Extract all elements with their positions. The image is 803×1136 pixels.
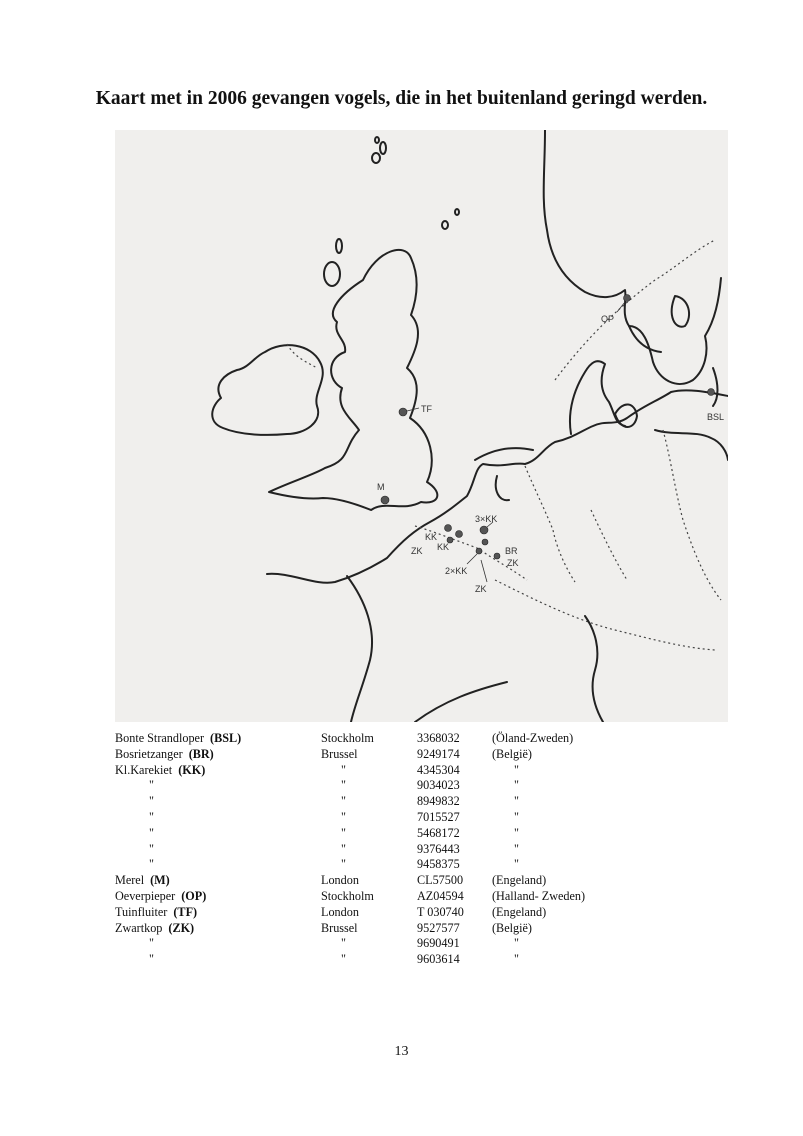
ring-number: 9690491 [417,936,460,951]
table-cell [115,778,321,794]
table-cell [492,873,634,889]
bird-code: (ZK) [168,920,195,935]
ring-number: T 030740 [417,904,464,919]
table-row [115,889,634,905]
ring-origin: (Halland- Zweden) [492,888,586,903]
table-cell [417,794,492,810]
map-label-tf: TF [421,404,432,414]
table-cell [321,731,417,747]
table-row [115,857,634,873]
site-lead [481,560,487,582]
bird-name: " [149,857,154,872]
table-cell [321,826,417,842]
border [525,466,575,582]
table-cell [417,778,492,794]
ring-centre: Stockholm [321,731,374,745]
oland [713,368,718,406]
table-row [115,921,634,937]
table-cell [417,889,492,905]
table-cell [115,763,321,779]
site-br [482,539,488,545]
bird-code: (BSL) [210,731,242,745]
ring-number: CL57500 [417,873,464,888]
ring-origin: (Engeland) [492,873,547,888]
ring-origin: " [514,809,519,824]
page-title: Kaart met in 2006 gevangen vogels, die in het buitenland geringd werden. [95,88,708,109]
ring-origin: " [514,841,519,856]
island [324,262,340,286]
bird-code: (OP) [181,888,207,903]
table-row [115,952,634,968]
island [372,153,380,163]
table-cell [321,889,417,905]
table-cell [492,763,634,779]
ring-origin: " [514,825,519,840]
site-kk [445,525,452,532]
bird-name: Tuinfluiter [115,904,168,919]
site-kk-3x [480,526,488,534]
table-cell [115,952,321,968]
ring-centre: " [341,936,346,951]
ring-number: 3368032 [417,731,460,745]
table-cell [115,747,321,763]
ring-centre: " [341,857,346,872]
ring-centre: " [341,762,346,777]
table-cell [492,842,634,858]
ijsselmeer [496,476,509,500]
bird-code: (TF) [173,904,198,919]
border [555,240,715,380]
table-cell [492,889,634,905]
table-cell [492,905,634,921]
table-cell [115,905,321,921]
ring-centre: " [341,825,346,840]
table-row [115,810,634,826]
table-cell [417,873,492,889]
ring-number: 9034023 [417,778,460,793]
ring-centre: Stockholm [321,888,374,903]
netherlands-islands [475,448,533,460]
site-lead [467,554,477,564]
lake-vanern [672,296,689,327]
ring-number: 9603614 [417,952,460,967]
map-label-kk-3x: 3×KK [475,514,498,524]
table-cell [115,842,321,858]
ring-centre: " [341,778,346,793]
map-label-br: BR [505,546,518,556]
site-kk [456,531,463,538]
ring-centre: " [341,794,346,809]
ring-centre: Brussel [321,746,358,761]
island [442,221,448,229]
site-zk-east [494,553,500,559]
site-tf [399,408,407,416]
ring-number: 9249174 [417,746,460,761]
map-drawing [115,130,728,722]
table-cell [492,936,634,952]
table-cell [417,763,492,779]
table-row [115,763,634,779]
table-cell [321,952,417,968]
site-bsl [708,389,715,396]
table-cell [417,842,492,858]
bird-name: Bosrietzanger [115,746,183,761]
table-cell [321,857,417,873]
bird-name: " [149,825,154,840]
ring-origin: " [514,794,519,809]
ring-origin: " [514,778,519,793]
table-row [115,747,634,763]
table-row [115,826,634,842]
table-cell [417,731,492,747]
biscay-coast [347,576,372,722]
sweden-coast [629,278,721,384]
table-cell [417,747,492,763]
table-cell [417,921,492,937]
table-cell [321,873,417,889]
map-label-zk-south: ZK [475,584,487,594]
southern-line [415,682,507,722]
table-row [115,905,634,921]
table-cell [492,857,634,873]
southern-line [585,616,603,722]
ireland-coast [212,345,323,435]
bird-name: " [149,778,154,793]
table-cell [417,810,492,826]
bird-name: Kl.Karekiet [115,762,173,777]
ring-origin: " [514,857,519,872]
table-cell [115,731,321,747]
table-cell [321,810,417,826]
map-label-kk-mid: KK [437,542,450,552]
ring-recovery-table [115,731,634,968]
ring-number: 7015527 [417,809,460,824]
table-cell [492,794,634,810]
ring-origin: (Öland-Zweden) [492,731,574,745]
ring-origin: " [514,952,519,967]
table-cell [492,921,634,937]
britain-coast [269,250,437,510]
island [455,209,459,215]
bird-name: " [149,841,154,856]
table-cell [492,747,634,763]
ringing-map [115,130,728,722]
map-label-op: OP [601,314,615,324]
ring-centre: " [341,841,346,856]
bird-name: " [149,809,154,824]
ring-centre: Brussel [321,920,358,935]
table-cell [321,905,417,921]
bird-name: Bonte Strandloper [115,731,205,745]
site-m [381,496,389,504]
bird-code: (BR) [188,746,214,761]
map-label-bsl: BSL [707,412,725,422]
ring-centre: " [341,952,346,967]
bird-name: " [149,952,154,967]
ring-centre: London [321,873,359,888]
bird-name: " [149,794,154,809]
table-cell [115,889,321,905]
table-cell [321,778,417,794]
table-cell [115,794,321,810]
site-kk-2x [476,548,482,554]
table-row [115,731,634,747]
bird-name: " [149,936,154,951]
table-cell [115,921,321,937]
table-cell [492,731,634,747]
site-op [624,295,631,302]
border [663,430,721,600]
table-row [115,842,634,858]
border [591,510,627,580]
map-label-zk-east: ZK [507,558,519,568]
ring-origin: (België) [492,746,532,761]
table-cell [417,857,492,873]
table-row [115,778,634,794]
table-cell [321,763,417,779]
table-cell [321,794,417,810]
ring-number: 4345304 [417,762,460,777]
page-number: 13 [394,1044,409,1059]
ring-origin: (Engeland) [492,904,547,919]
ring-origin: (België) [492,920,532,935]
table-cell [492,952,634,968]
ring-origin: " [514,762,519,777]
bird-code: (KK) [178,762,206,777]
ring-number: 5468172 [417,825,460,840]
ring-origin: " [514,936,519,951]
island [336,239,342,253]
map-label-m: M [377,482,385,492]
island [380,142,386,154]
table-cell [321,936,417,952]
table-cell [115,873,321,889]
bird-code: (M) [150,873,170,888]
table-cell [115,826,321,842]
island [375,137,379,143]
baltic-coast [655,430,728,460]
map-label-kk-2x: 2×KK [445,566,468,576]
table-row [115,794,634,810]
table-cell [115,810,321,826]
ring-number: 9376443 [417,841,460,856]
table-cell [321,747,417,763]
denmark-coast [570,361,625,434]
ring-number: 9458375 [417,857,460,872]
table-cell [417,936,492,952]
map-label-kk-west: KK [425,532,438,542]
table-cell [417,905,492,921]
ring-number: 9527577 [417,920,460,935]
bird-name: Oeverpieper [115,888,176,903]
table-cell [321,842,417,858]
border [495,580,715,650]
table-cell [417,826,492,842]
bird-name: Zwartkop [115,920,163,935]
bird-name: Merel [115,873,145,888]
map-label-zk-west: ZK [411,546,423,556]
table-cell [115,936,321,952]
table-row [115,873,634,889]
ring-number: 8949832 [417,794,460,809]
table-cell [417,952,492,968]
table-cell [492,778,634,794]
table-cell [492,826,634,842]
table-cell [321,921,417,937]
table-row [115,936,634,952]
table-cell [115,857,321,873]
ring-centre: London [321,904,359,919]
ring-number: AZ04594 [417,888,464,903]
ring-centre: " [341,809,346,824]
table-cell [492,810,634,826]
